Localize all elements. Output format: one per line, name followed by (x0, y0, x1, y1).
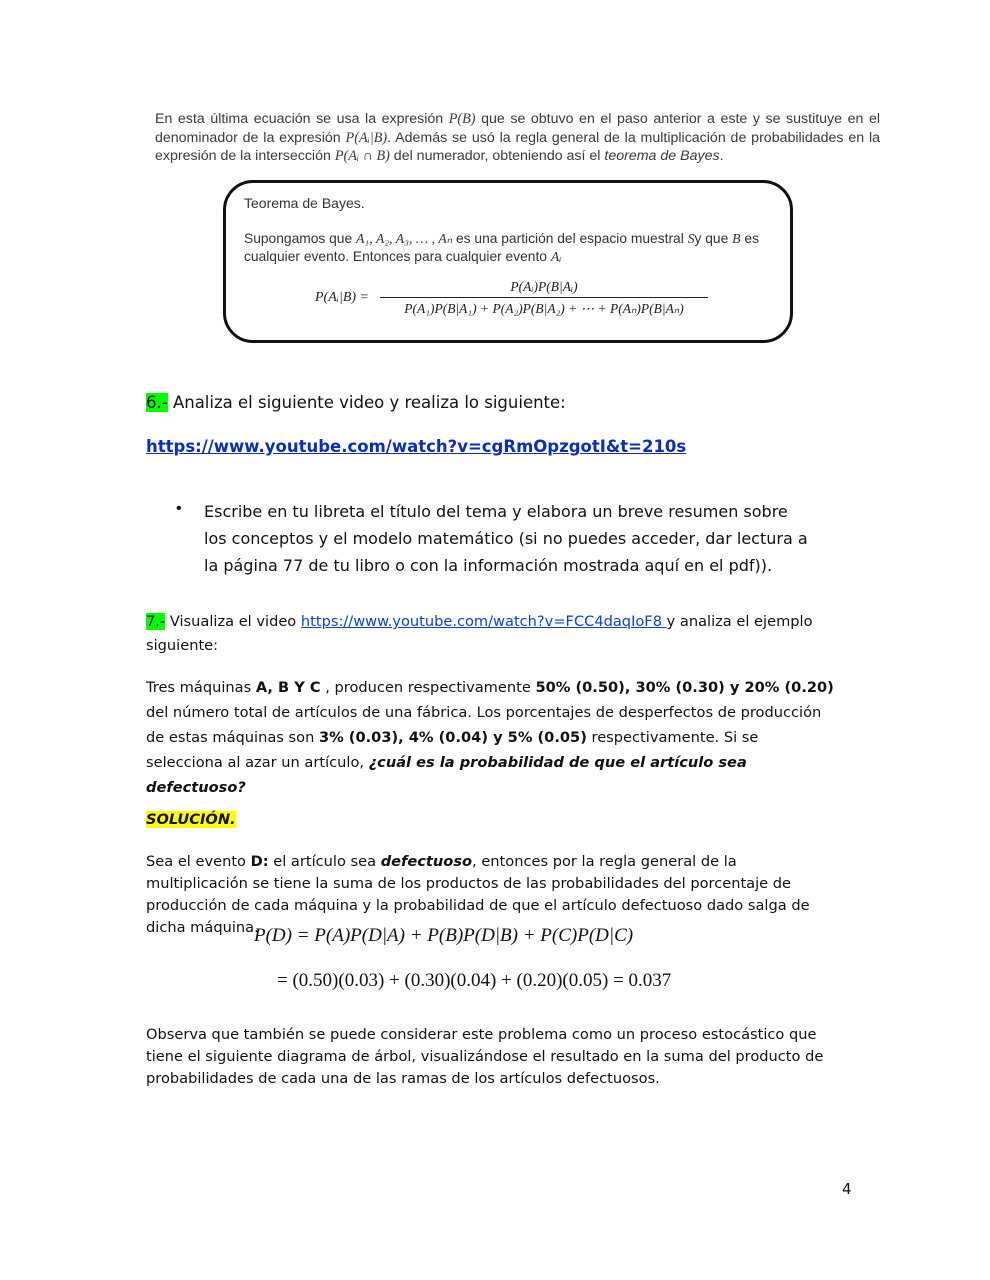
bayes-numerator: P(Aᵢ)P(B|Aᵢ) (510, 279, 578, 294)
question-7-text: Visualiza el video (165, 613, 301, 630)
intro-math: P(Aᵢ|B) (345, 129, 388, 146)
problem-text: Tres máquinas (146, 679, 256, 696)
intro-text: . (719, 148, 724, 164)
problem-statement (146, 675, 836, 800)
intro-math: P(B) (448, 111, 476, 127)
intro-math: P(Aᵢ ∩ B) (334, 148, 390, 164)
bayes-statement (244, 230, 774, 265)
bayes-formula-lhs: P(Aᵢ|B) = (315, 290, 369, 305)
question-7-number: 7.- (146, 613, 166, 630)
page-number: 4 (842, 1180, 852, 1198)
problem-text: , producen respectivamente (320, 679, 536, 696)
solution-label (146, 811, 236, 828)
problem-question: ¿cuál es la probabilidad de que el artículo sea defectuoso? (146, 754, 747, 796)
question-6 (146, 393, 566, 412)
question-7-text: y analiza el ejemplo siguiente: (146, 613, 813, 654)
solution-bold: D: (250, 853, 269, 870)
bullet-item: Escribe en tu libreta el título del tema y elabora un breve resumen sobre los conceptos y el modelo matemático (si no puedes acceder, dar lectura a la página 77 de tu libro o con la información mostrada aquí en el pdf)). (204, 502, 808, 575)
problem-text: del número total de artículos de una fábrica. Los porcentajes de desperfectos de producción de estas máquinas son (146, 704, 822, 746)
bayes-text: y que (694, 231, 733, 246)
bayes-denominator: P(A₁)P(B|A₁) + P(A₂)P(B|A₂) + ⋯ + P(Aₙ)P(B|Aₙ) (404, 301, 684, 316)
bayes-formula-fraction (380, 278, 708, 318)
intro-text: que se obtuvo en el paso anterior a este y se sustituye en el denominador de la expresión (155, 111, 880, 146)
problem-text: respectivamente. Si se selecciona al azar un artículo, (146, 729, 759, 771)
intro-emphasis: teorema de Bayes (604, 148, 720, 164)
bayes-text: es una partición del espacio muestral (452, 231, 688, 246)
bayes-math: Aᵢ (550, 248, 562, 264)
solution-emphasis: defectuoso (380, 853, 473, 870)
question-6-number: 6.- (146, 393, 168, 412)
problem-bold: 3% (0.03), 4% (0.04) y 5% (0.05) (318, 729, 587, 746)
bayes-text: es cualquier evento. Entonces para cualquier evento (244, 231, 759, 264)
intro-text: En esta última ecuación se usa la expresión (155, 111, 449, 127)
solution-label-text: SOLUCIÓN. (146, 811, 236, 828)
observation-paragraph: Observa que también se puede considerar este problema como un proceso estocástico que tiene el siguiente diagrama de árbol, visualizándose el resultado en la suma del producto de probabilidades de cada una de las ramas de los artículos defectuosos. (146, 1026, 824, 1087)
bullet-icon: • (176, 500, 182, 517)
solution-text: el artículo sea (268, 853, 381, 870)
solution-text: , entonces por la regla general de la multiplicación se tiene la suma de los productos de las probabilidades del porcentaje de producción de cada máquina y la probabilidad de que el artículo defectuoso dado salga de dicha máquina. (146, 853, 810, 936)
intro-text: . Además se usó la regla general de la multiplicación de probabilidades en la expresión de la intersección (155, 129, 880, 164)
question-6-text: Analiza el siguiente video y realiza lo siguiente: (167, 393, 566, 412)
bayes-math: S (687, 231, 695, 246)
problem-bold: 50% (0.50), 30% (0.30) y 20% (0.20) (535, 679, 834, 696)
question-7 (146, 610, 836, 658)
intro-paragraph (155, 110, 880, 166)
equation-2: = (0.50)(0.03) + (0.30)(0.04) + (0.20)(0.05) = 0.037 (277, 970, 672, 991)
intro-text: del numerador, obteniendo así el (389, 148, 605, 164)
bayes-math: A₁, A₂, A₃, … , Aₙ (356, 231, 453, 246)
equation-1: P(D) = P(A)P(D|A) + P(B)P(D|B) + P(C)P(D|C) (254, 925, 634, 946)
solution-text: Sea el evento (146, 853, 251, 870)
video-link-7[interactable]: https://www.youtube.com/watch?v=FCC4daqIoF8 (300, 613, 667, 630)
bayes-title: Teorema de Bayes. (244, 195, 365, 211)
problem-bold: A, B Y C (255, 679, 321, 696)
video-link-6[interactable]: https://www.youtube.com/watch?v=cgRmOpzgotI&t=210s (146, 437, 687, 456)
fraction-bar (380, 297, 708, 298)
bayes-math: B (732, 231, 741, 246)
bayes-text: Supongamos que (244, 231, 356, 246)
